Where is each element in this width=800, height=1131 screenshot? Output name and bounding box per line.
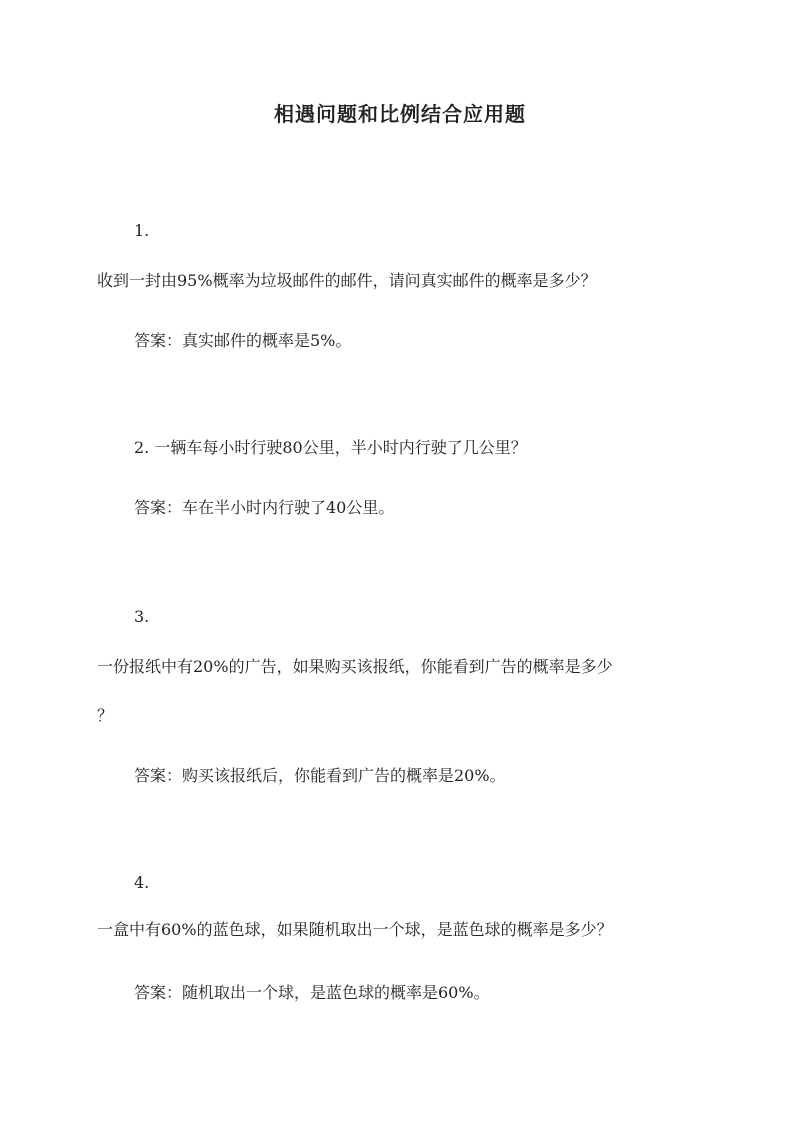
question-1-text: 收到一封由95%概率为垃圾邮件的邮件，请问真实邮件的概率是多少？: [97, 271, 597, 290]
question-2-text: 2. 一辆车每小时行驶80公里，半小时内行驶了几公里？: [134, 438, 527, 457]
question-1-answer: 答案：真实邮件的概率是5%。: [134, 331, 352, 350]
question-4-text: 一盒中有60%的蓝色球，如果随机取出一个球，是蓝色球的概率是多少？: [97, 920, 613, 939]
question-4-number: 4.: [134, 873, 150, 892]
question-1-number: 1.: [134, 221, 150, 240]
question-2-answer: 答案：车在半小时内行驶了40公里。: [134, 498, 395, 517]
question-3-answer: 答案：购买该报纸后，你能看到广告的概率是20%。: [134, 766, 506, 785]
document-title: 相遇问题和比例结合应用题: [274, 102, 526, 126]
question-3-number: 3.: [134, 607, 150, 626]
question-3-text-line-2: ？: [97, 706, 114, 725]
question-4-answer: 答案：随机取出一个球，是蓝色球的概率是60%。: [134, 983, 490, 1002]
question-3-text-line-1: 一份报纸中有20%的广告，如果购买该报纸，你能看到广告的概率是多少: [97, 657, 613, 676]
